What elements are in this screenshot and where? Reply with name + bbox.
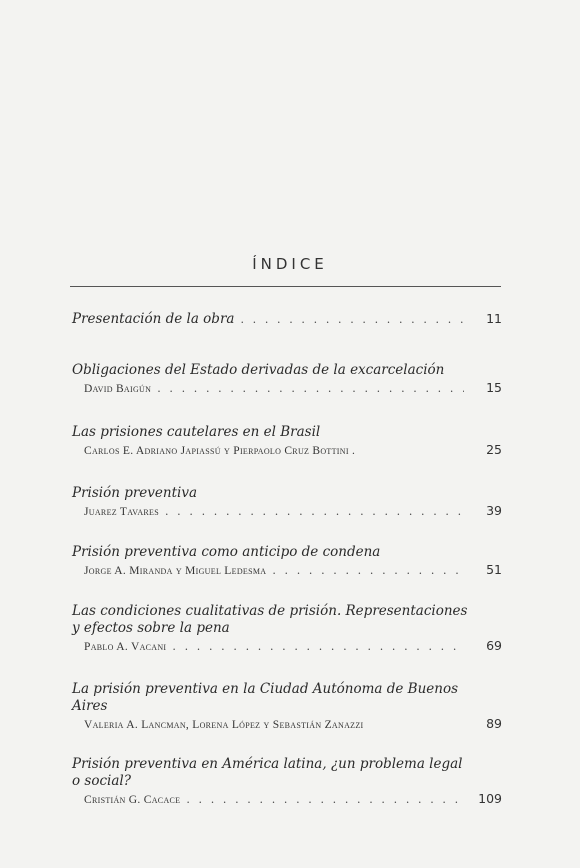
toc-author-row bbox=[72, 716, 502, 731]
toc-author-row bbox=[72, 503, 502, 518]
toc-entry-anticipo-condena[interactable] bbox=[72, 544, 502, 577]
dot-leader bbox=[272, 564, 464, 577]
toc-page-number: 69 bbox=[486, 638, 502, 653]
toc-title-line-1: La prisión preventiva en la Ciudad Autónoma de Buenos bbox=[72, 681, 459, 697]
toc-page-number: 25 bbox=[486, 442, 502, 457]
toc-page-number: 89 bbox=[486, 716, 502, 731]
toc-title: Presentación de la obra bbox=[72, 311, 235, 327]
toc-title: Prisión preventiva bbox=[72, 485, 198, 501]
dot-leader bbox=[157, 382, 464, 395]
toc-entry-condiciones-cualitativas[interactable] bbox=[72, 603, 502, 653]
toc-title: Obligaciones del Estado derivadas de la excarcelación bbox=[72, 362, 445, 378]
toc-page-number: 39 bbox=[486, 503, 502, 518]
toc-author-row bbox=[72, 442, 502, 457]
toc-author-row bbox=[72, 562, 502, 577]
toc-title-line-2: y efectos sobre la pena bbox=[72, 620, 230, 636]
dot-leader bbox=[172, 640, 464, 653]
index-heading: ÍNDICE bbox=[252, 255, 328, 273]
toc-authors: Pablo A. Vacani bbox=[84, 641, 167, 653]
toc-authors: Cristián G. Cacace bbox=[84, 794, 181, 806]
toc-author-row bbox=[72, 638, 502, 653]
toc-authors: Valeria A. Lancman, Lorena López y Sebastián Zanazzi bbox=[84, 719, 364, 731]
toc-entry-obligaciones[interactable] bbox=[72, 362, 502, 395]
toc-page-number: 15 bbox=[486, 380, 502, 395]
toc-authors: David Baigún bbox=[84, 383, 152, 395]
toc-title-row bbox=[72, 311, 502, 328]
dot-leader bbox=[186, 793, 464, 806]
toc-author-row bbox=[72, 791, 502, 806]
toc-page-number: 51 bbox=[486, 562, 502, 577]
toc-title-line-1: Prisión preventiva en América latina, ¿un problema legal bbox=[72, 756, 463, 772]
toc-entry-america-latina[interactable] bbox=[72, 756, 502, 806]
toc-title-line-1: Las condiciones cualitativas de prisión. Representaciones bbox=[72, 603, 468, 619]
toc-author-row bbox=[72, 380, 502, 395]
toc-entry-presentacion[interactable] bbox=[72, 311, 502, 328]
toc-entry-ciudad-autonoma[interactable] bbox=[72, 681, 502, 731]
heading-rule bbox=[70, 286, 501, 287]
toc-authors: Carlos E. Adriano Japiassú y Pierpaolo Cruz Bottini . bbox=[84, 445, 356, 457]
toc-title: Las prisiones cautelares en el Brasil bbox=[72, 424, 321, 440]
toc-authors: Juarez Tavares bbox=[84, 506, 159, 518]
toc-title-line-2: Aires bbox=[72, 698, 108, 714]
dot-leader bbox=[240, 313, 464, 326]
toc-authors: Jorge A. Miranda y Miguel Ledesma bbox=[84, 565, 267, 577]
toc-title: Prisión preventiva como anticipo de condena bbox=[72, 544, 381, 560]
dot-leader bbox=[165, 505, 464, 518]
toc-page-number: 11 bbox=[486, 311, 502, 326]
toc-entry-prision-preventiva[interactable] bbox=[72, 485, 502, 518]
toc-page-number: 109 bbox=[478, 791, 502, 806]
toc-title-line-2: o social? bbox=[72, 773, 131, 789]
toc-entry-prisiones-brasil[interactable] bbox=[72, 424, 502, 457]
